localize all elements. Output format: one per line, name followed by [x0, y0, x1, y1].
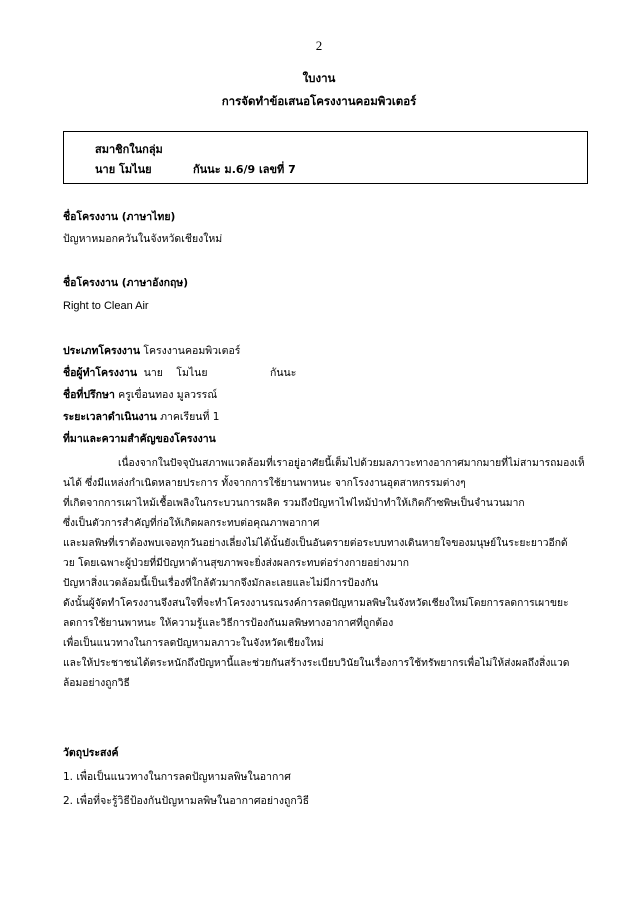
project-type-label: ประเภทโครงงาน: [63, 345, 141, 357]
background-line: และให้ประชาชนได้ตระหนักถึงปัญหานี้และช่วยกันสร้างระเบียบวินัยในเรื่องการใช้ทรัพยากรเพื่อไม่ให้ส่งผลถึงสิ่งแวด: [63, 657, 570, 669]
background-line: วย โดยเฉพาะผู้ป่วยที่มีปัญหาด้านสุขภาพจะยิ่งส่งผลกระทบต่อร่างกายอย่างมาก: [63, 557, 409, 569]
background-label: ที่มาและความสำคัญของโครงงาน: [63, 433, 216, 445]
member-name: นาย โมไนย: [95, 163, 152, 176]
member-class-info: กันนะ ม.6/9 เลขที่ 7: [193, 163, 296, 176]
page-number: 2: [315, 38, 323, 53]
author-label: ชื่อผู้ทำโครงงาน: [63, 367, 138, 379]
project-name-th-label: ชื่อโครงงาน (ภาษาไทย): [63, 211, 176, 223]
advisor-label: ชื่อที่ปรึกษา: [63, 389, 115, 401]
project-name-en-value: Right to Clean Air: [63, 300, 149, 312]
project-name-th-value: ปัญหาหมอกควันในจังหวัดเชียงใหม่: [63, 233, 223, 245]
duration-label: ระยะเวลาดำเนินงาน: [63, 411, 157, 423]
members-box: [63, 131, 588, 184]
duration-value: ภาคเรียนที่ 1: [156, 411, 220, 423]
document-subtitle: การจัดทำข้อเสนอโครงงานคอมพิวเตอร์: [221, 94, 417, 108]
objectives-label: วัตถุประสงค์: [63, 747, 119, 759]
background-line: ซึ่งเป็นตัวการสำคัญที่ก่อให้เกิดผลกระทบต่อคุณภาพอากาศ: [63, 517, 320, 529]
project-type: [63, 343, 240, 359]
background-line: ดังนั้นผู้จัดทำโครงงานจึงสนใจที่จะทำโครงงานรณรงค์การลดปัญหามลพิษในจังหวัดเชียงใหม่โดยการลดการเผาขยะ: [63, 597, 569, 609]
background-line: นได้ ซึ่งมีแหล่งกำเนิดหลายประการ ทั้งจากการใช้ยานพาหนะ จากโรงงานอุตสาหกรรมต่างๆ: [63, 477, 466, 489]
background-line: ปัญหาสิ่งแวดล้อมนี้เป็นเรื่องที่ใกล้ตัวมากจึงมักละเลยและไม่มีการป้องกัน: [63, 577, 379, 589]
background-line: ที่เกิดจากการเผาไหม้เชื้อเพลิงในกระบวนการผลิต รวมถึงปัญหาไฟไหม้ป่าทำให้เกิดก๊าซพิษเป็นจำนวนมาก: [63, 497, 525, 509]
duration: [63, 409, 219, 425]
author: [63, 365, 588, 381]
background-line: ลดการใช้ยานพาหนะ ให้ความรู้และวิธีการป้องกันมลพิษทางอากาศที่ถูกต้อง: [63, 617, 394, 629]
background-line: และมลพิษที่เราต้องพบเจอทุกวันอย่างเลี่ยงไม่ได้นั้นยังเป็นอันตรายต่อระบบทางเดินหายใจของมนุษย์ในระยะยาวอีกด้: [63, 537, 568, 549]
objective-item: 1. เพื่อเป็นแนวทางในการลดปัญหามลพิษในอากาศ: [63, 771, 291, 783]
background-paragraph: [63, 455, 588, 691]
background-line: เพื่อเป็นแนวทางในการลดปัญหามลภาวะในจังหวัดเชียงใหม่: [63, 637, 324, 649]
advisor: [63, 387, 217, 403]
members-heading: สมาชิกในกลุ่ม: [95, 143, 163, 156]
objective-item: 2. เพื่อที่จะรู้วิธีป้องกันปัญหามลพิษในอากาศอย่างถูกวิธี: [63, 795, 310, 807]
document-title: ใบงาน: [302, 71, 336, 85]
author-name: นาย โมไนย: [137, 367, 208, 379]
project-name-en-label: ชื่อโครงงาน (ภาษาอังกฤษ): [63, 277, 189, 289]
background-line: เนื่องจากในปัจจุบันสภาพแวดล้อมที่เราอยู่อาศัยนี้เต็มไปด้วยมลภาวะทางอากาศมากมายที่ไม่สามารถมองเห็: [118, 457, 585, 469]
advisor-value: ครูเขื่อนทอง มูลวรรณ์: [114, 389, 218, 401]
project-type-value: โครงงานคอมพิวเตอร์: [140, 345, 241, 357]
author-surname: กันนะ: [270, 367, 297, 379]
background-line: ล้อมอย่างถูกวิธี: [63, 677, 130, 689]
member-row: [95, 160, 296, 178]
